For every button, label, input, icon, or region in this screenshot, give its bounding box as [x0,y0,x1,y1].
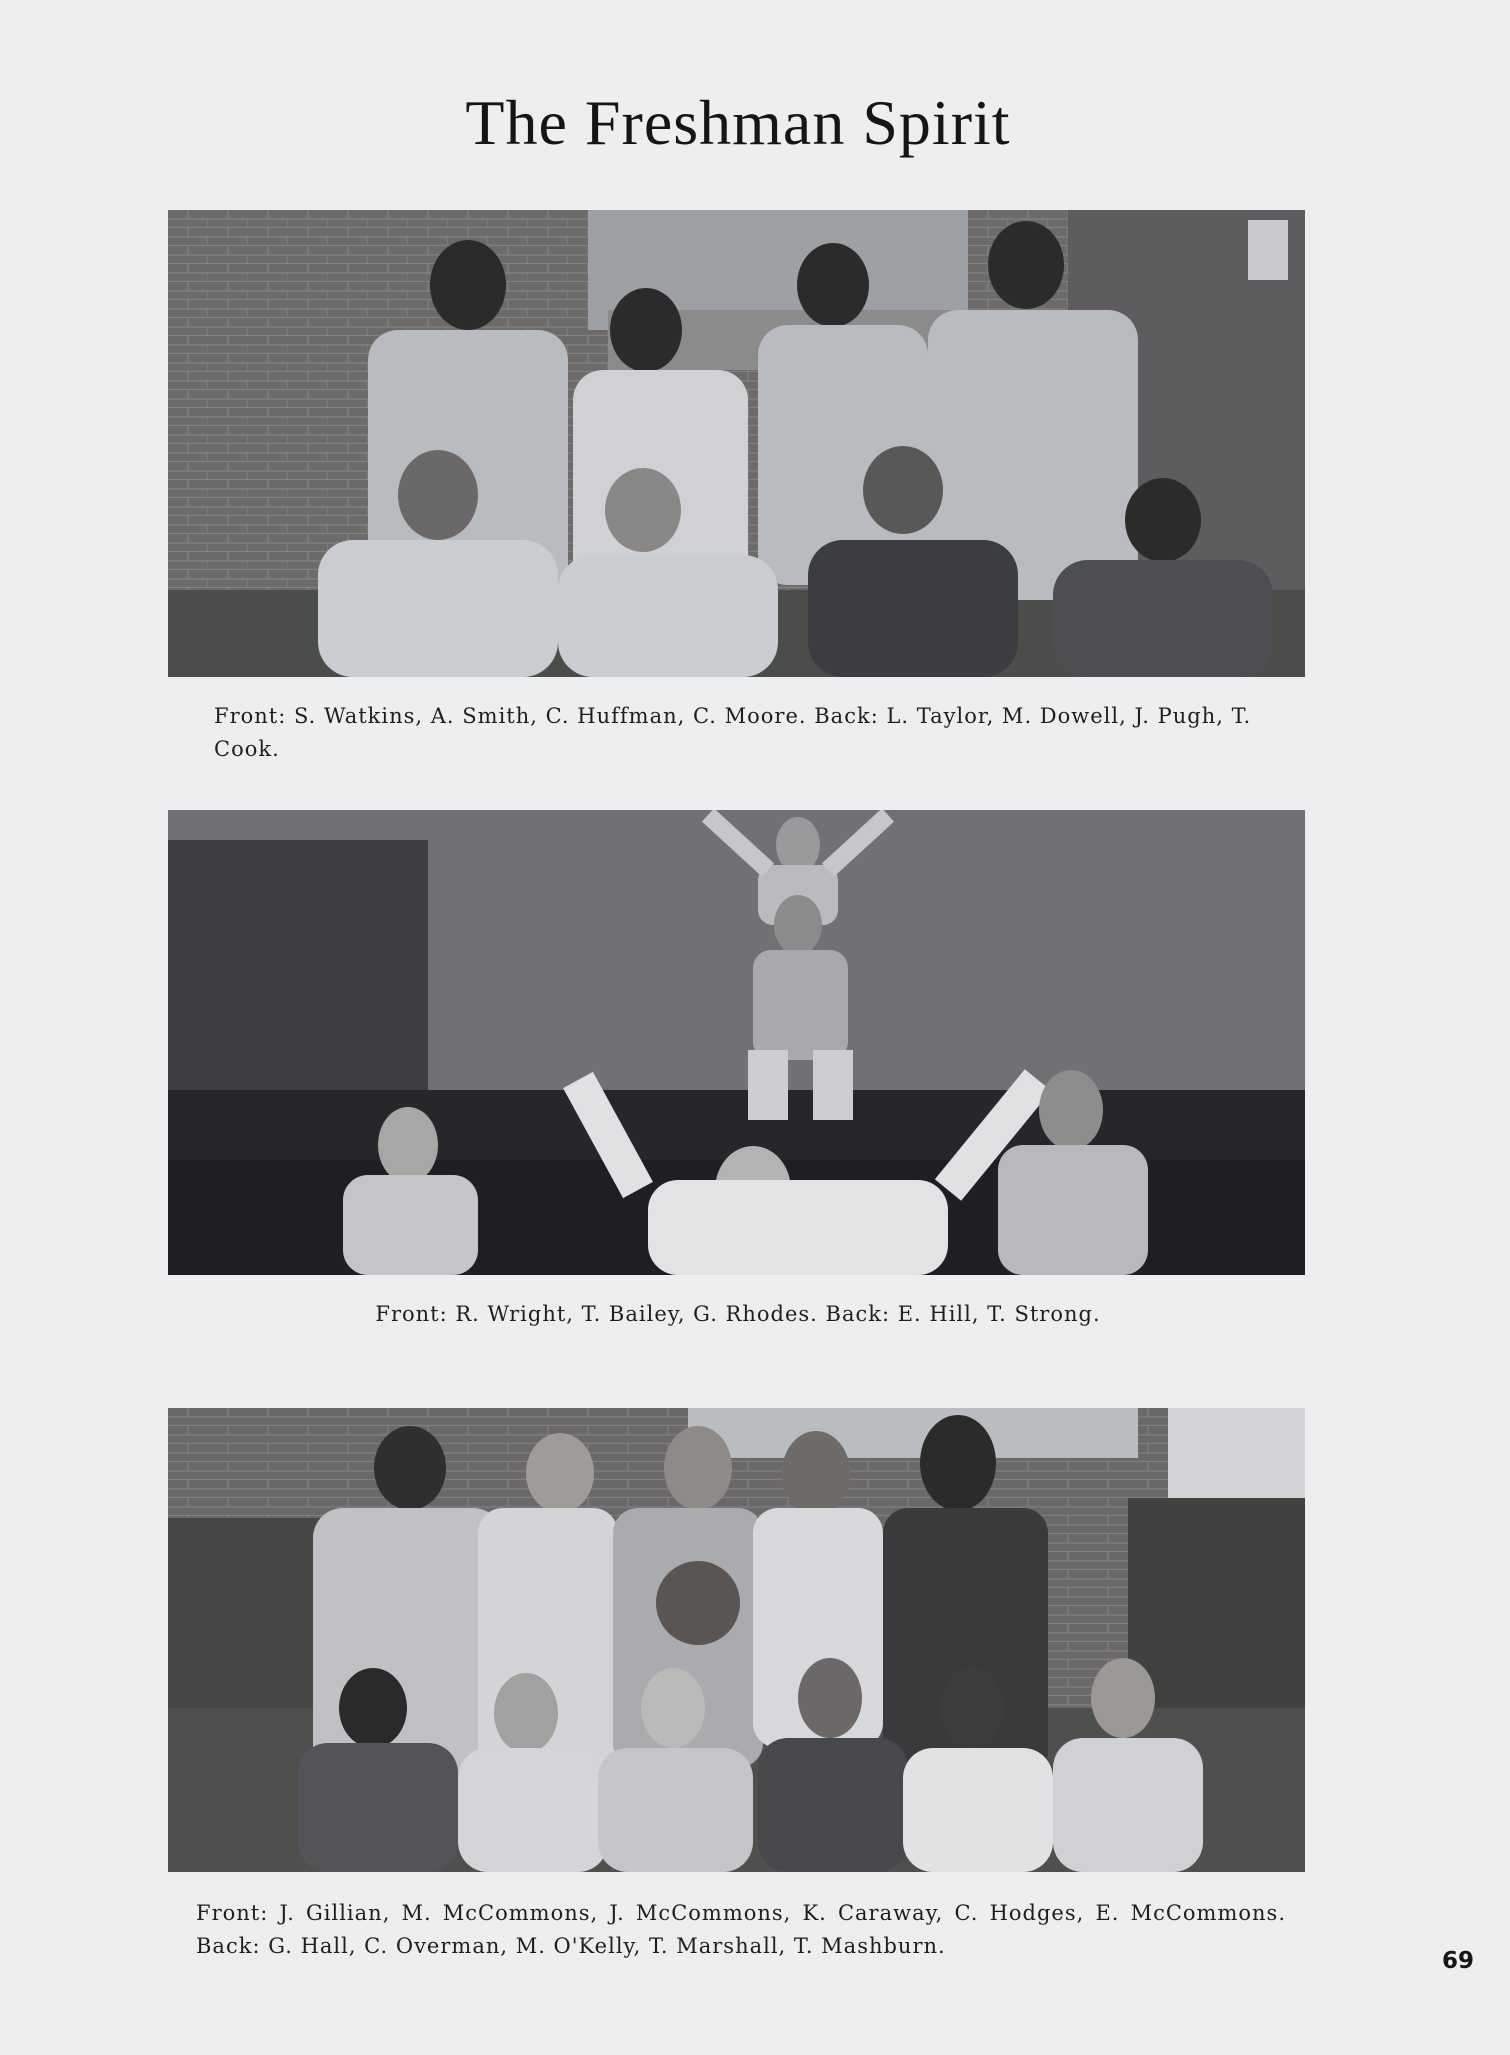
page-title: The Freshman Spirit [465,87,1011,158]
photo-image [168,210,1305,677]
page-number: 69 [1441,1948,1474,1974]
photo-caption-3: Front: J. Gillian, M. McCommons, J. McCommons, K. Caraway, C. Hodges, E. McCommons. Back: G. Hall, C. Overman, M. O'Kelly, T. Marshall, T. Mashburn. [196,1901,1286,1958]
group-photo-girls [168,1408,1305,1872]
photo-caption-1: Front: S. Watkins, A. Smith, C. Huffman, C. Moore. Back: L. Taylor, M. Dowell, J. Pugh, T. Cook. [214,704,1252,761]
group-photo-boys [168,210,1305,677]
cheerleader-photo [168,810,1305,1275]
photo-image [168,1408,1305,1872]
photo-image [168,810,1305,1275]
photo-caption-2: Front: R. Wright, T. Bailey, G. Rhodes. Back: E. Hill, T. Strong. [375,1302,1101,1326]
